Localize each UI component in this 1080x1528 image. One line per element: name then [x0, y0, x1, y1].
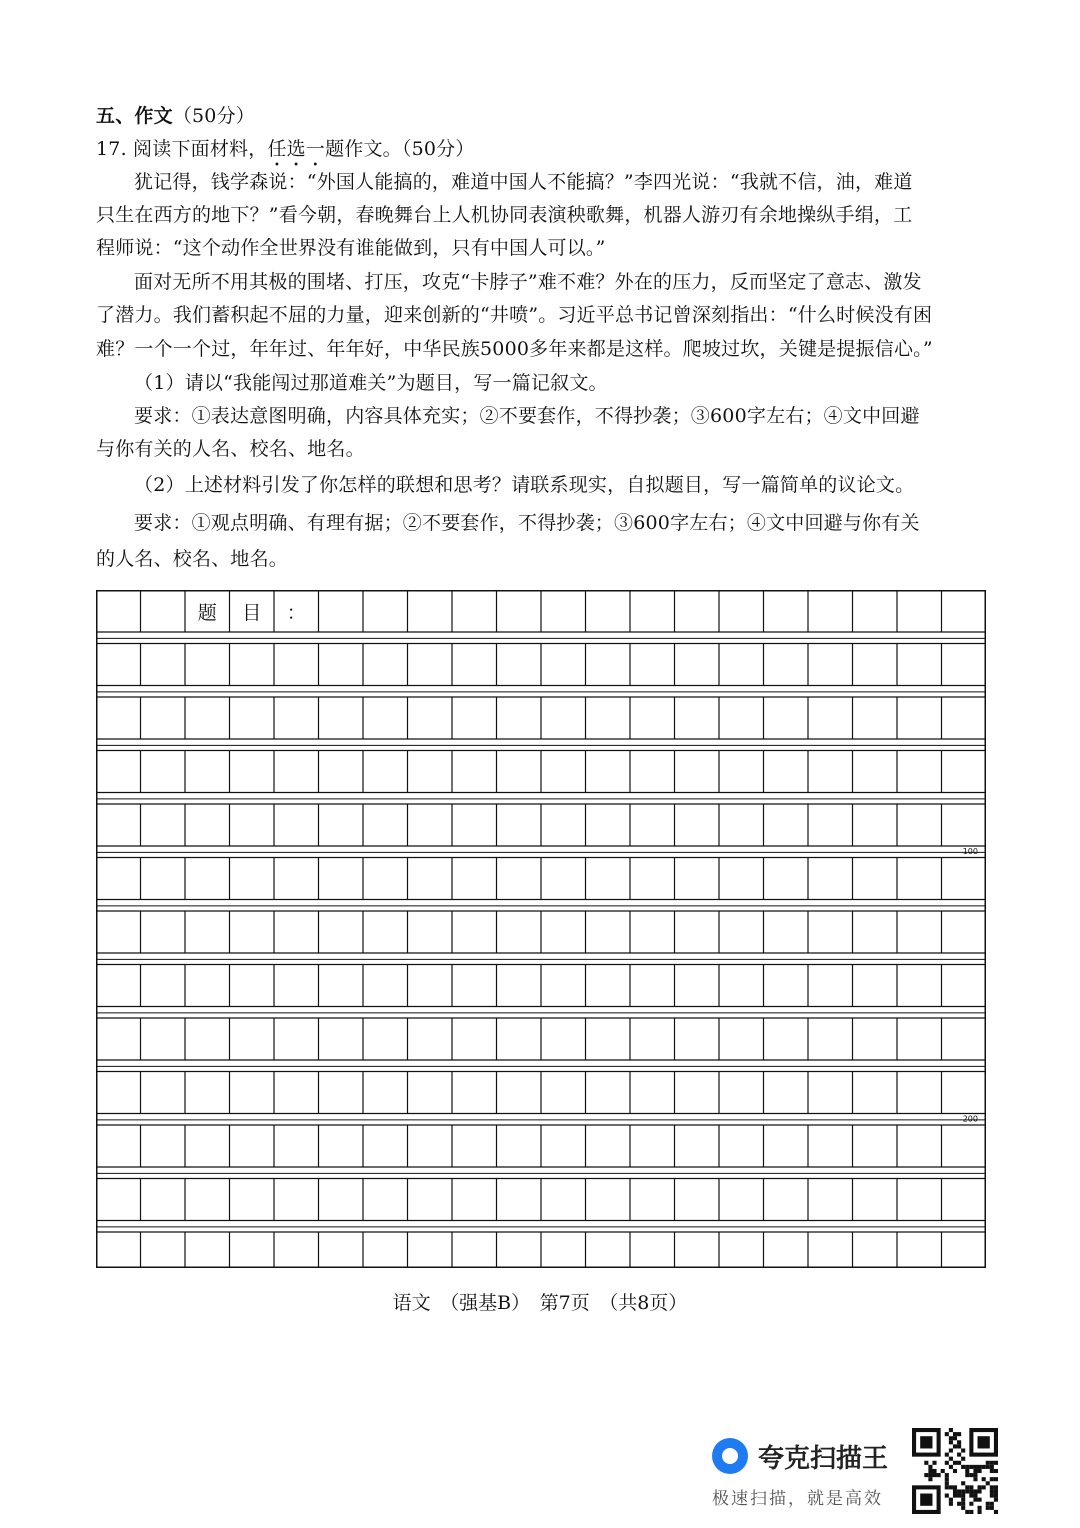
- question-pre: 17. 阅读下面材料，: [96, 138, 268, 160]
- material-line: 面对无所不用其极的围堵、打压，攻克“卡脖子”难不难？外在的压力，反而坚定了意志、激发: [134, 271, 922, 293]
- composition-grid[interactable]: [96, 590, 986, 1268]
- option2-requirements: 要求：①观点明确、有理有据；②不要套作，不得抄袭；③600字左右；④文中回避与你有关: [134, 512, 920, 534]
- question-emphasis: 任选一: [267, 138, 326, 160]
- scanner-watermark: [712, 1432, 912, 1512]
- word-count-mark: 200: [962, 1114, 978, 1124]
- material-line: 了潜力。我们蓄积起不屈的力量，迎来创新的“井喷”。习近平总书记曾深刻指出：“什么时候没有困: [96, 304, 933, 326]
- grid-title-char: 题: [197, 602, 217, 624]
- section-points: （50分）: [172, 105, 255, 127]
- material-line: 程师说：“这个动作全世界没有谁能做到，只有中国人可以。”: [96, 237, 606, 259]
- question-post: 题作文。（50分）: [325, 138, 475, 160]
- grid-title-char: ：: [286, 602, 306, 624]
- scanner-name: 夸克扫描王: [758, 1444, 889, 1474]
- material-line: 难？一个一个过，年年过、年年好，中华民族5000多年来都是这样。爬坡过坎，关键是提振信心。”: [96, 338, 933, 360]
- question-line: [96, 137, 986, 171]
- qr-code-icon: [912, 1428, 998, 1514]
- material-line: 犹记得，钱学森说：“外国人能搞的，难道中国人不能搞？”李四光说：“我就不信，油，难道: [134, 171, 913, 193]
- section-title: 五、作文: [96, 105, 173, 127]
- scanner-logo-icon: [712, 1438, 748, 1474]
- section-heading: [96, 104, 986, 128]
- option1-requirements-cont: 与你有关的人名、校名、地名。: [96, 438, 365, 460]
- material-line: 只生在西方的地下？”看今朝，春晚舞台上人机协同表演秧歌舞，机器人游刃有余地操纵手绢，工: [96, 204, 913, 226]
- scanner-slogan: 极速扫描，就是高效: [712, 1489, 883, 1509]
- option1-requirements: 要求：①表达意图明确，内容具体充实；②不要套作，不得抄袭；③600字左右；④文中回避: [134, 405, 920, 427]
- option2-prompt: （2）上述材料引发了你怎样的联想和思考？请联系现实，自拟题目，写一篇简单的议论文。: [134, 474, 915, 496]
- option1-prompt: （1）请以“我能闯过那道难关”为题目，写一篇记叙文。: [134, 372, 608, 394]
- page-footer: 语文 （强基B） 第7页 （共8页）: [392, 1292, 688, 1314]
- option2-requirements-cont: 的人名、校名、地名。: [96, 548, 289, 570]
- word-count-mark: 100: [962, 847, 978, 856]
- grid-title-char: 目: [242, 602, 262, 624]
